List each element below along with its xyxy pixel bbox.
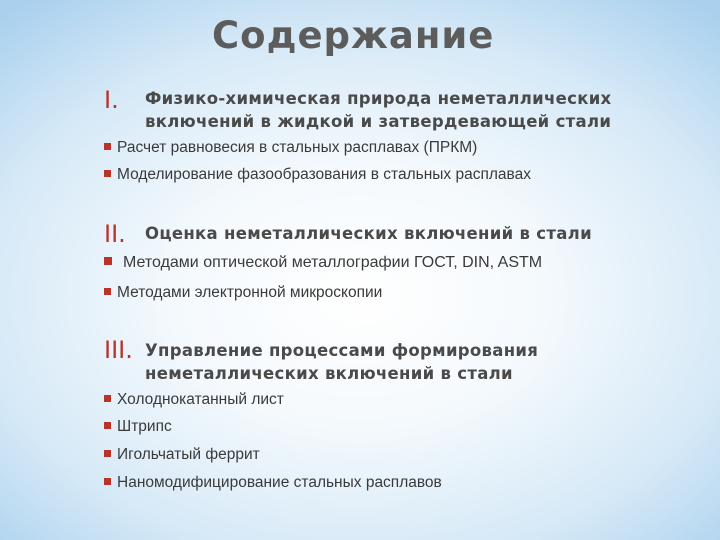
- section-3-heading-line-1: Управление процессами формирования: [145, 341, 539, 360]
- list-item: [104, 139, 477, 157]
- list-item: [104, 254, 542, 272]
- list-item: [104, 446, 260, 464]
- list-item-text: Методами оптической металлографии ГОСТ, DIN, ASTM: [123, 254, 543, 271]
- bullet-icon: [104, 257, 112, 265]
- list-item-text: Штрипс: [117, 418, 172, 435]
- section-2-heading: [145, 222, 592, 245]
- section-2-heading-line-1: Оценка неметаллических включений в стали: [145, 224, 592, 243]
- bullet-icon: [104, 478, 111, 485]
- list-item: [104, 474, 442, 492]
- bullet-icon: [104, 422, 111, 429]
- list-item-text: Расчет равновесия в стальных расплавах (ПРКМ): [117, 139, 478, 156]
- list-item: [104, 166, 531, 184]
- section-1-heading-line-2: включений в жидкой и затвердевающей стали: [145, 112, 612, 131]
- list-item: [104, 284, 382, 302]
- list-item: [104, 418, 172, 436]
- list-item: [104, 391, 284, 409]
- section-1-heading: [145, 87, 612, 133]
- list-item-text: Игольчатый феррит: [117, 446, 260, 463]
- list-item-text: Моделирование фазообразования в стальных расплавах: [117, 166, 531, 183]
- section-3-heading-line-2: неметаллических включений в стали: [145, 364, 513, 383]
- section-3-numeral: III.: [104, 336, 133, 364]
- list-item-text: Холоднокатанный лист: [117, 391, 284, 408]
- bullet-icon: [104, 395, 111, 402]
- list-item-text: Методами электронной микроскопии: [117, 284, 383, 301]
- bullet-icon: [104, 450, 111, 457]
- bullet-icon: [104, 143, 111, 150]
- section-2-numeral: II.: [104, 220, 126, 248]
- section-1-heading-line-1: Физико-химическая природа неметаллических: [145, 89, 612, 108]
- slide-title: Содержание: [212, 14, 495, 57]
- bullet-icon: [104, 170, 111, 177]
- list-item-text: Наномодифицирование стальных расплавов: [117, 474, 442, 491]
- bullet-icon: [104, 288, 111, 295]
- section-3-heading: [145, 339, 538, 385]
- section-1-numeral: I.: [104, 86, 119, 114]
